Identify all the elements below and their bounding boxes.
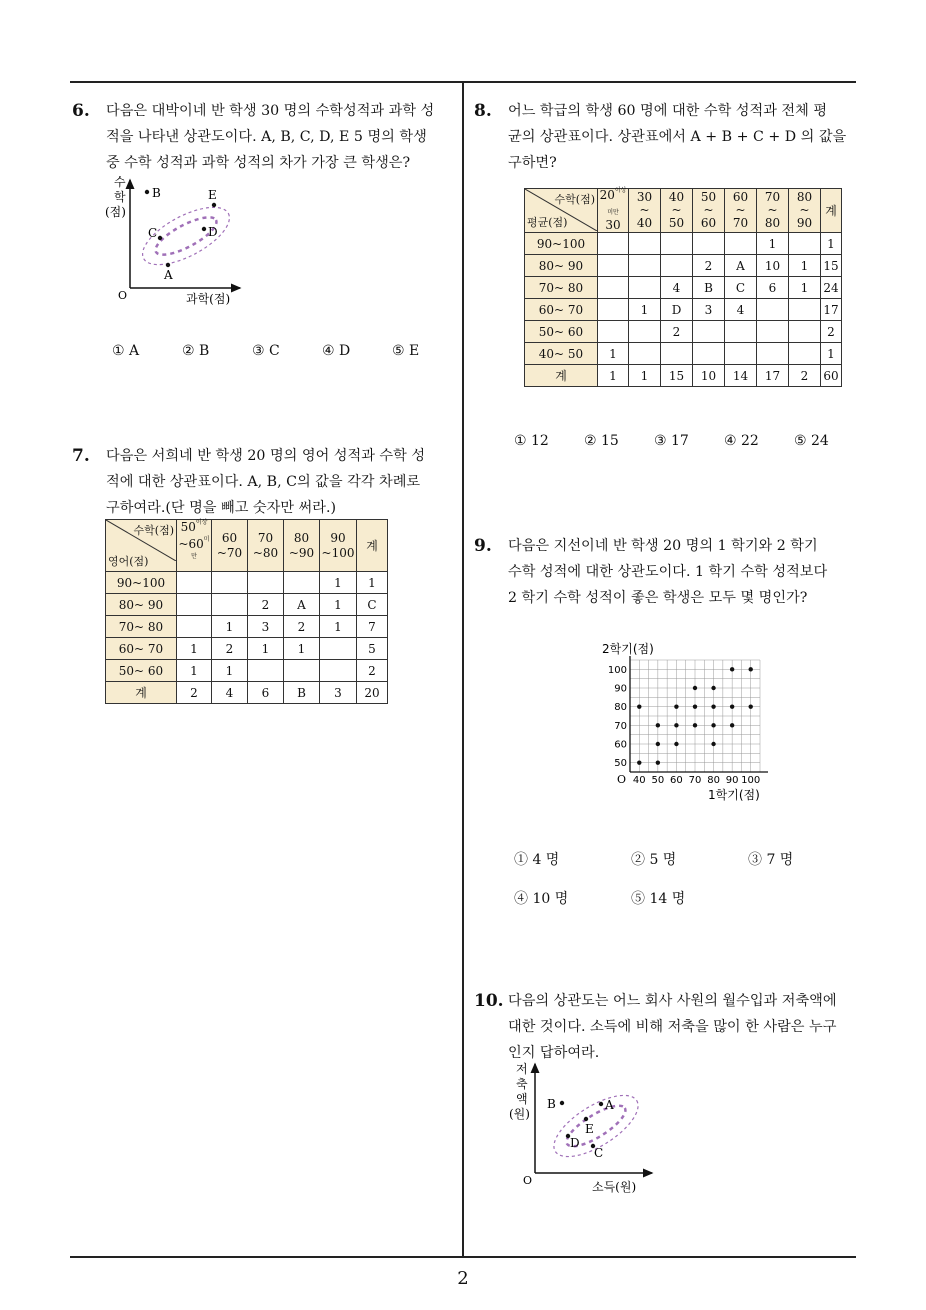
q7-cell: 2	[212, 638, 248, 660]
q7-row-label: 80~ 90	[106, 594, 177, 616]
q8-cell: 60	[821, 365, 842, 387]
q8-col-header: 30 ~ 40	[629, 189, 661, 233]
q6-label-e: E	[208, 188, 217, 202]
q6-text	[106, 98, 456, 176]
q6-point-e	[212, 203, 216, 207]
q7-cell: 1	[248, 638, 284, 660]
q8-cell: B	[693, 277, 725, 299]
q8-cell: 1	[598, 365, 629, 387]
q8-cell	[693, 343, 725, 365]
q9-data-point	[730, 723, 734, 727]
q9-y-tick-label: 90	[614, 683, 627, 695]
q9-choice[interactable]: ① 4 명	[514, 852, 560, 868]
q8-cell: 1	[821, 343, 842, 365]
q8-choices	[514, 433, 864, 449]
q6-line: 적을 나타낸 상관도이다. A, B, C, D, E 5 명의 학생	[106, 129, 427, 145]
q7-cell: 1	[320, 594, 357, 616]
q10-line: 다음의 상관도는 어느 회사 사원의 월수입과 저축액에	[508, 993, 837, 1009]
q8-line: 균의 상관표이다. 상관표에서 A + B + C + D 의 값을	[508, 129, 847, 145]
q8-line: 어느 학급의 학생 60 명에 대한 수학 성적과 전체 평	[508, 103, 828, 119]
q8-cell: 17	[821, 299, 842, 321]
q8-corner-top: 수학(점)	[554, 193, 595, 206]
q7-cell: 20	[357, 682, 388, 704]
q6-point-a	[166, 263, 170, 267]
q9-data-point	[711, 742, 715, 746]
q7-line: 다음은 서희네 반 학생 20 명의 영어 성적과 수학 성	[106, 448, 426, 464]
q6-choices	[112, 343, 462, 359]
q9-choice[interactable]: ② 5 명	[631, 852, 677, 868]
q9-data-point	[711, 723, 715, 727]
q9-x-tick-label: 100	[741, 775, 761, 786]
q7-row-label: 50~ 60	[106, 660, 177, 682]
q6-origin: O	[118, 289, 128, 302]
q6-choice[interactable]: ② B	[182, 343, 210, 359]
q8-cell	[598, 277, 629, 299]
q7-cell: 1	[320, 616, 357, 638]
q8-row-label: 50~ 60	[525, 321, 598, 343]
q7-cell	[177, 572, 212, 594]
q8-choice[interactable]: ② 15	[584, 433, 619, 449]
q8-col-header: 80 ~ 90	[789, 189, 821, 233]
q7-cell: 7	[357, 616, 388, 638]
q7-row-label: 계	[106, 682, 177, 704]
q7-col-header: $50^{이상}$ $\sim 60^{미만}$	[177, 520, 212, 572]
q9-y-tick-label: 70	[614, 720, 627, 732]
q8-col-header: 50 ~ 60	[693, 189, 725, 233]
q9-data-point	[730, 704, 734, 708]
q6-label-d: D	[208, 225, 218, 239]
q8-choice[interactable]: ① 12	[514, 433, 549, 449]
q8-cell	[725, 343, 757, 365]
q9-x-tick-label: 60	[670, 775, 683, 786]
q9-origin: O	[617, 773, 627, 786]
q8-row-label: 90~100	[525, 233, 598, 255]
q6-label-a: A	[164, 268, 173, 282]
q7-cell	[177, 616, 212, 638]
q6-choice[interactable]: ⑤ E	[392, 343, 420, 359]
q8-row-label: 40~ 50	[525, 343, 598, 365]
q7-cell	[248, 572, 284, 594]
q6-label-b: B	[152, 186, 161, 200]
q8-cell: 1	[789, 255, 821, 277]
q8-cell	[629, 321, 661, 343]
q9-x-tick-label: 40	[632, 775, 646, 786]
q9-choice[interactable]: ④ 10 명	[514, 891, 569, 907]
q9-choices-row2	[514, 888, 748, 908]
q8-cell: 15	[821, 255, 842, 277]
q8-cell	[789, 233, 821, 255]
q8-cell: 1	[789, 277, 821, 299]
q7-row-label: 70~ 80	[106, 616, 177, 638]
q7-row-label: 60~ 70	[106, 638, 177, 660]
q9-scatter-chart	[596, 638, 776, 808]
q9-choice[interactable]: ③ 7 명	[748, 852, 794, 868]
q8-cell	[661, 255, 693, 277]
q7-cell	[320, 638, 357, 660]
q10-origin: O	[523, 1174, 533, 1187]
q9-line: 다음은 지선이네 반 학생 20 명의 1 학기와 2 학기	[508, 538, 818, 554]
q8-cell: 2	[821, 321, 842, 343]
q8-cell	[757, 343, 789, 365]
q7-correlation-table	[105, 519, 388, 704]
q6-choice[interactable]: ③ C	[252, 343, 280, 359]
q9-line: 2 학기 수학 성적이 좋은 학생은 모두 몇 명인가?	[508, 590, 808, 606]
q8-correlation-table	[524, 188, 842, 387]
q8-cell: 1	[821, 233, 842, 255]
q7-cell: 6	[248, 682, 284, 704]
q10-ylabel: 축	[516, 1077, 528, 1091]
q9-data-point	[693, 686, 697, 690]
q8-row-label: 60~ 70	[525, 299, 598, 321]
q8-cell: A	[725, 255, 757, 277]
q10-ylabel: (원)	[509, 1107, 530, 1121]
q9-x-tick-label: 70	[688, 775, 702, 786]
q9-data-point	[674, 723, 678, 727]
q6-choice[interactable]: ④ D	[322, 343, 351, 359]
q9-x-tick-label: 50	[651, 775, 665, 786]
column-divider	[462, 83, 464, 1258]
q7-cell: 3	[320, 682, 357, 704]
q8-col-header: 60 ~ 70	[725, 189, 757, 233]
q7-corner-bottom: 영어(점)	[108, 555, 149, 568]
q7-cell	[248, 660, 284, 682]
q6-point-d	[202, 227, 206, 231]
q7-total-header: 계	[357, 520, 388, 572]
q10-label-e: E	[585, 1122, 594, 1136]
q10-label-b: B	[547, 1097, 556, 1111]
q9-x-tick-label: 90	[725, 775, 739, 786]
q8-corner-cell	[525, 189, 598, 233]
q7-cell: 1	[357, 572, 388, 594]
q8-cell	[693, 321, 725, 343]
q9-data-point	[749, 667, 753, 671]
q7-corner-cell	[106, 520, 177, 572]
q10-scatter-diagram	[506, 1060, 676, 1200]
q7-col-header: 60 ~70	[212, 520, 248, 572]
q8-row-label: 계	[525, 365, 598, 387]
q8-choice[interactable]: ④ 22	[724, 433, 759, 449]
q9-choice[interactable]: ⑤ 14 명	[631, 891, 686, 907]
q6-xlabel: 과학(점)	[186, 292, 231, 306]
q7-cell: 1	[320, 572, 357, 594]
q7-number: 7.	[72, 446, 90, 466]
q8-cell: 24	[821, 277, 842, 299]
q7-cell: 2	[248, 594, 284, 616]
q6-ylabel: 수	[114, 175, 126, 189]
q7-col-header: 80 ~90	[284, 520, 320, 572]
q9-y-tick-label: 50	[614, 758, 627, 770]
q9-number: 9.	[474, 536, 492, 556]
q8-total-header: 계	[821, 189, 842, 233]
q9-xlabel: 1학기(점)	[708, 788, 760, 802]
q9-ylabel: 2학기(점)	[602, 642, 654, 656]
q8-cell	[789, 343, 821, 365]
q7-line: 적에 대한 상관표이다. A, B, C의 값을 각각 차례로	[106, 474, 421, 490]
q8-cell: 2	[789, 365, 821, 387]
q7-cell	[320, 660, 357, 682]
q7-row-label: 90~100	[106, 572, 177, 594]
q9-data-point	[674, 742, 678, 746]
q10-line: 대한 것이다. 소득에 비해 저축을 많이 한 사람은 누구	[508, 1019, 837, 1035]
q10-point-e	[584, 1117, 588, 1121]
q8-cell	[629, 255, 661, 277]
q7-cell: 1	[177, 638, 212, 660]
q8-corner-bottom: 평균(점)	[527, 216, 568, 229]
q10-line: 인지 답하여라.	[508, 1045, 600, 1061]
q9-data-point	[711, 704, 715, 708]
q10-number: 10.	[474, 991, 504, 1011]
q8-cell	[629, 233, 661, 255]
q10-text	[508, 988, 860, 1066]
q8-col-header: $20^{이상}$ 미만 30	[598, 189, 629, 233]
q7-cell	[212, 594, 248, 616]
q9-data-point	[749, 704, 753, 708]
q9-data-point	[637, 760, 641, 764]
q10-label-c: C	[594, 1146, 604, 1160]
q8-cell	[598, 299, 629, 321]
q6-ylabel: (점)	[105, 205, 126, 219]
q7-cell: 5	[357, 638, 388, 660]
q9-y-tick-label: 60	[614, 739, 627, 751]
q6-point-c	[158, 236, 162, 240]
q8-col-header: 70 ~ 80	[757, 189, 789, 233]
q8-cell	[598, 321, 629, 343]
q7-text	[106, 443, 456, 521]
q8-col-header: 40 ~ 50	[661, 189, 693, 233]
q7-cell: 2	[177, 682, 212, 704]
q10-ylabel: 저	[516, 1062, 528, 1076]
q8-cell	[598, 233, 629, 255]
q9-y-tick-label: 100	[607, 664, 627, 676]
q8-cell: 1	[598, 343, 629, 365]
q7-cell	[212, 572, 248, 594]
q8-cell: 4	[725, 299, 757, 321]
q7-cell: A	[284, 594, 320, 616]
q8-cell: 1	[629, 365, 661, 387]
q7-cell: 1	[284, 638, 320, 660]
q6-number: 6.	[72, 101, 90, 121]
q9-data-point	[674, 704, 678, 708]
q7-col-header: 90 ~100	[320, 520, 357, 572]
q7-cell: 1	[212, 660, 248, 682]
q6-label-c: C	[148, 226, 158, 240]
q8-cell	[629, 343, 661, 365]
q6-line: 다음은 대박이네 반 학생 30 명의 수학성적과 과학 성	[106, 103, 435, 119]
q10-label-d: D	[570, 1136, 580, 1150]
q8-number: 8.	[474, 101, 492, 121]
q8-row-label: 80~ 90	[525, 255, 598, 277]
q8-cell	[725, 321, 757, 343]
q8-cell: 1	[757, 233, 789, 255]
q8-cell: 10	[757, 255, 789, 277]
q6-point-b	[145, 190, 149, 194]
q9-data-point	[656, 760, 660, 764]
q8-line: 구하면?	[508, 155, 557, 171]
q8-choice[interactable]: ⑤ 24	[794, 433, 829, 449]
q10-point-b	[560, 1101, 564, 1105]
q8-cell	[661, 233, 693, 255]
q8-row-label: 70~ 80	[525, 277, 598, 299]
q7-cell	[284, 660, 320, 682]
q6-line: 중 수학 성적과 과학 성적의 차가 가장 큰 학생은?	[106, 155, 411, 171]
q9-data-point	[693, 704, 697, 708]
q9-data-point	[637, 704, 641, 708]
q8-cell	[789, 299, 821, 321]
q9-y-tick-label: 80	[614, 702, 627, 714]
q8-cell: D	[661, 299, 693, 321]
q9-data-point	[730, 667, 734, 671]
q7-cell: 1	[212, 616, 248, 638]
q8-cell	[661, 343, 693, 365]
q9-data-point	[656, 742, 660, 746]
q9-choices-row1	[514, 849, 865, 869]
q7-col-header: 70 ~80	[248, 520, 284, 572]
q7-cell	[284, 572, 320, 594]
q6-choice[interactable]: ① A	[112, 343, 140, 359]
q8-cell: 3	[693, 299, 725, 321]
q9-grid	[630, 656, 768, 772]
q9-data-point	[656, 723, 660, 727]
q7-cell: 2	[357, 660, 388, 682]
q10-ylabel: 액	[516, 1092, 528, 1106]
bottom-rule	[70, 1256, 856, 1258]
q7-cell: 3	[248, 616, 284, 638]
q8-cell	[757, 299, 789, 321]
q8-text	[508, 98, 858, 176]
q8-cell	[725, 233, 757, 255]
q8-cell	[629, 277, 661, 299]
q8-cell: 1	[629, 299, 661, 321]
q6-scatter-diagram	[100, 172, 260, 312]
q8-cell: 6	[757, 277, 789, 299]
q8-choice[interactable]: ③ 17	[654, 433, 689, 449]
q9-data-point	[711, 686, 715, 690]
q7-cell: B	[284, 682, 320, 704]
q10-point-a	[599, 1102, 603, 1106]
q7-line: 구하여라.(단 명을 빼고 숫자만 써라.)	[106, 500, 337, 516]
q7-cell	[177, 594, 212, 616]
q8-cell	[757, 321, 789, 343]
q9-data-point	[693, 723, 697, 727]
q6-ylabel: 학	[114, 190, 126, 204]
q8-cell: 10	[693, 365, 725, 387]
q7-cell: C	[357, 594, 388, 616]
q8-cell: 15	[661, 365, 693, 387]
q7-cell: 1	[177, 660, 212, 682]
q10-label-a: A	[605, 1098, 614, 1112]
q8-cell: 2	[661, 321, 693, 343]
q8-cell: 2	[693, 255, 725, 277]
page-number: 2	[457, 1268, 469, 1289]
q8-cell	[693, 233, 725, 255]
q7-corner-top: 수학(점)	[133, 524, 174, 537]
q9-x-tick-label: 80	[707, 775, 720, 786]
q10-xlabel: 소득(원)	[592, 1180, 637, 1194]
q8-cell	[598, 255, 629, 277]
q8-cell: 4	[661, 277, 693, 299]
q9-text	[508, 533, 858, 611]
q7-cell: 4	[212, 682, 248, 704]
q7-cell: 2	[284, 616, 320, 638]
q8-cell: C	[725, 277, 757, 299]
q8-cell: 17	[757, 365, 789, 387]
q9-line: 수학 성적에 대한 상관도이다. 1 학기 수학 성적보다	[508, 564, 828, 580]
q8-cell: 14	[725, 365, 757, 387]
q8-cell	[789, 321, 821, 343]
